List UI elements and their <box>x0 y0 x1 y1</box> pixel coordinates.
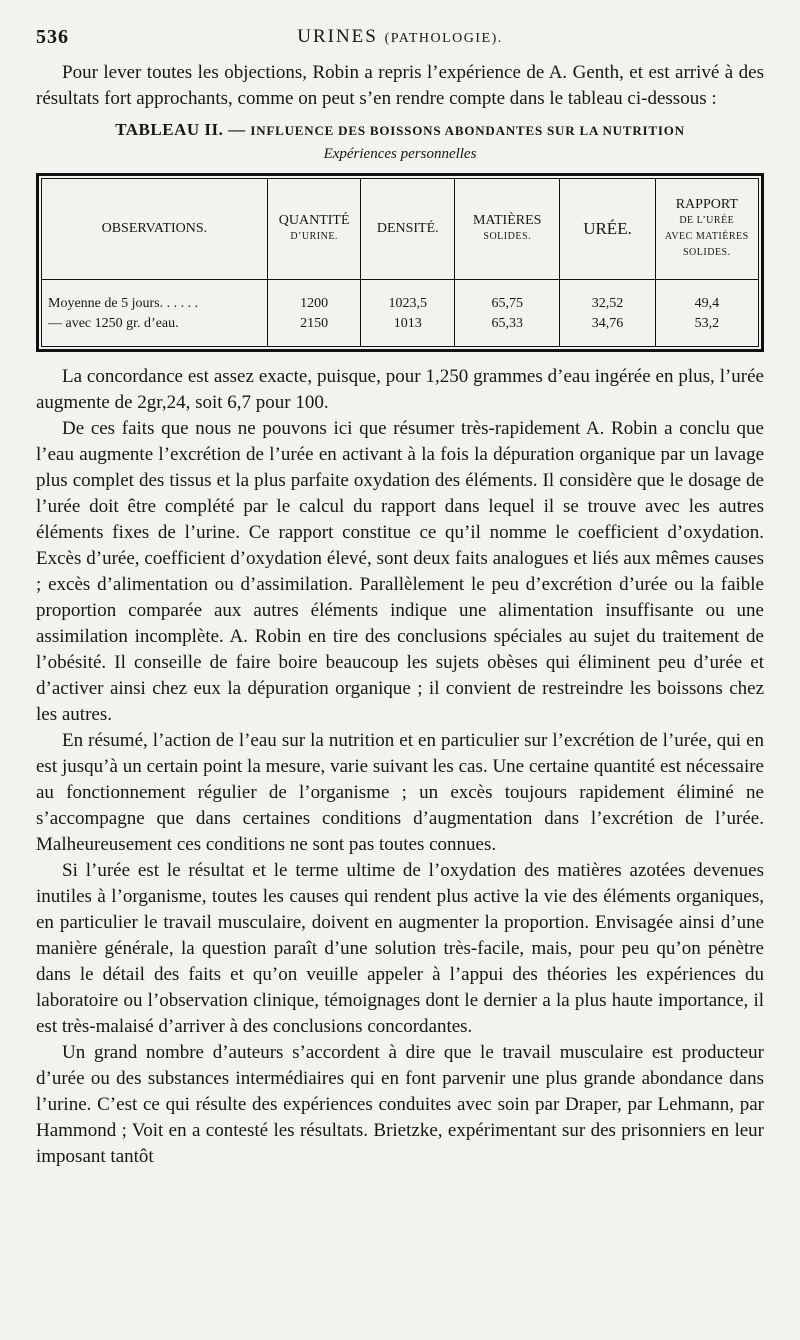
header-rapport: RAPPORT DE L’URÉE AVEC MATIÈRES SOLIDES. <box>655 179 758 280</box>
table-label: TABLEAU II. — <box>115 120 246 139</box>
table-cell: Moyenne de 5 jours. . . . . . <box>48 296 199 311</box>
table-cell: 2150 <box>267 314 361 347</box>
table-frame <box>36 173 764 352</box>
table-row <box>42 314 759 347</box>
table-cell: 49,4 <box>655 280 758 315</box>
table-cell: 32,52 <box>560 280 655 315</box>
header-densite: DENSITÉ. <box>361 179 455 280</box>
data-table <box>41 178 759 347</box>
running-title-main: URINES <box>297 26 378 47</box>
table-caption: INFLUENCE DES BOISSONS ABONDANTES SUR LA NUTRITION <box>250 123 685 138</box>
header-observations: OBSERVATIONS. <box>42 179 268 280</box>
intro-paragraph: Pour lever toutes les objections, Robin a repris l’expérience de A. Genth, et est arrivé à des résultats fort approchants, comme on peut s’en rendre compte dans le tableau ci-dessous : <box>36 62 764 109</box>
body-paragraph: De ces faits que nous ne pouvons ici que résumer très-rapidement A. Robin a conclu que l’eau augmente l’excrétion de l’urée en activant à la fois la dépuration organique par un lavage plus complet des tissus et la plus parfaite oxydation des éléments. Il considère que le dosage de l’urée doit être complété par le calcul du rapport dans lequel il se trouve avec les autres éléments fixes de l’urine. Ce rapport constitue ce qu’il nomme le coefficient d’oxydation. Excès d’urée, coefficient d’oxydation élevé, sont deux faits analogues et liés aux mêmes causes ; excès d’alimentation ou d’assimilation. Parallèlement le peu d’excrétion d’urée ou la faible proportion comparée aux autres éléments indique une alimentation insuffisante ou une assimilation incomplète. A. Robin en tire des conclusions spéciales au sujet du traitement de l’obésité. Il conseille de faire boire beaucoup les sujets obèses qui éliminent peu d’urée et d’activer ainsi chez eux la dépuration organique ; il convient de restreindre les boissons chez les autres. <box>36 418 764 725</box>
body-paragraph: La concordance est assez exacte, puisque, pour 1,250 grammes d’eau ingérée en plus, l’urée augmente de 2gr,24, soit 6,7 pour 100. <box>36 366 764 413</box>
table-title <box>36 120 764 140</box>
table-cell: 1200 <box>267 280 361 315</box>
running-title-sub: (PATHOLOGIE). <box>384 31 503 46</box>
table-subtitle: Expériences personnelles <box>323 146 477 162</box>
table-cell: 65,33 <box>455 314 560 347</box>
running-title <box>36 26 764 48</box>
table-cell: — avec 1250 gr. d’eau. <box>48 316 179 331</box>
table-cell: 34,76 <box>560 314 655 347</box>
header-uree: URÉE. <box>560 179 655 280</box>
table-header-row <box>42 179 759 280</box>
header-quantite: QUANTITÉ D’URINE. <box>267 179 361 280</box>
header-matieres: MATIÈRES SOLIDES. <box>455 179 560 280</box>
running-head <box>36 22 764 52</box>
table-cell: 65,75 <box>455 280 560 315</box>
table-row <box>42 280 759 315</box>
table-cell: 53,2 <box>655 314 758 347</box>
page-number: 536 <box>36 26 69 48</box>
table-cell: 1013 <box>361 314 455 347</box>
body-paragraph: En résumé, l’action de l’eau sur la nutrition et en particulier sur l’excrétion de l’urée, qui en est jusqu’à un certain point la mesure, varie suivant les cas. Une certaine quantité est nécessaire au fonctionnement régulier de l’organisme ; un excès toujours rapidement éliminé ne s’accompagne que dans certaines conditions d’augmentation dans l’excrétion de l’urée. Malheureusement ces conditions ne sont pas toutes connues. <box>36 730 764 855</box>
body-paragraph: Si l’urée est le résultat et le terme ultime de l’oxydation des matières azotées devenues inutiles à l’organisme, toutes les causes qui rendent plus active la vie des éléments organiques, en particulier le travail musculaire, doivent en augmenter la proportion. Envisagée ainsi d’une manière générale, la question paraît d’une solution très-facile, mais, pour peu qu’on pénètre dans le détail des faits et qu’on veuille appeler à l’appui des théories les expériences du laboratoire ou l’observation clinique, témoignages dont le dernier a la plus haute importance, il est très-malaisé d’arriver à des conclusions concordantes. <box>36 860 764 1037</box>
body-paragraph: Un grand nombre d’auteurs s’accordent à dire que le travail musculaire est producteur d’urée ou des substances intermédiaires qui en font parvenir une plus grande abondance dans l’urine. C’est ce qui résulte des expériences conduites avec soin par Draper, par Lehmann, par Hammond ; Voit en a contesté les résultats. Brietzke, expérimentant sur des prisonniers en leur imposant tantôt <box>36 1042 764 1167</box>
table-cell: 1023,5 <box>361 280 455 315</box>
